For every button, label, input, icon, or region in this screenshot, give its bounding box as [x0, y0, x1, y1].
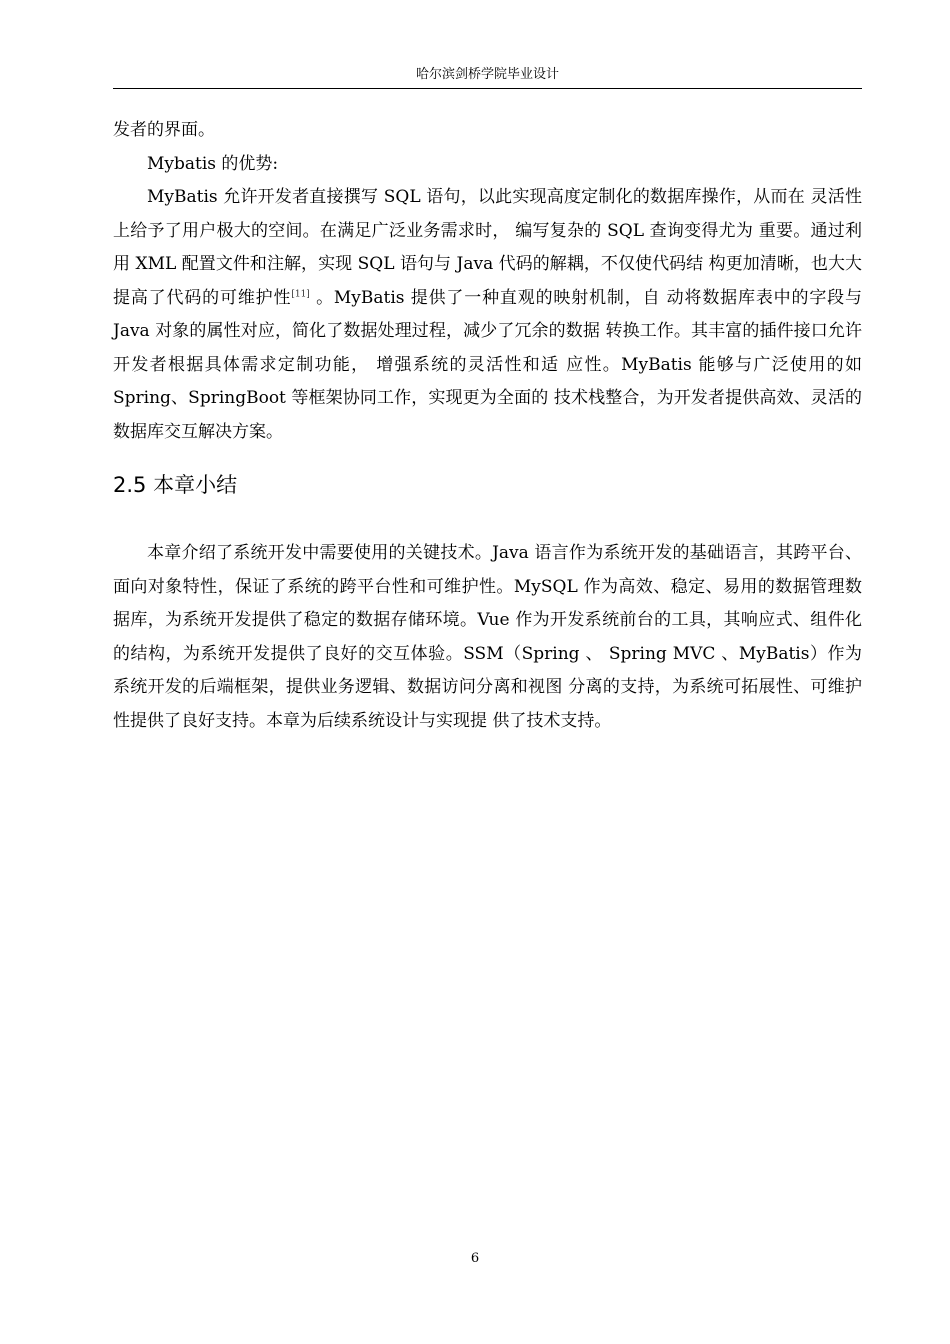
page-number: 6 — [470, 1251, 480, 1266]
mybatis-paragraph — [113, 181, 862, 449]
mybatis-text-part2: 。MyBatis 提供了一种直观的映射机制，自 动将数据库表中的字段与 Java 对象的属性对应，简化了数据处理过程，减少了冗余的数据 转换工作。其丰富的插件接口允许开发者根据具体需求定制功能， 增强系统的灵活性和适 应性。MyBatis 能够与广泛使用的如 Spring、SpringBoot 等框架协同工作，实现更为全面的 技术栈整合，为开发者提供高效、灵活的数据库交互解决方案。 — [113, 287, 863, 442]
mybatis-advantages-label: Mybatis 的优势: — [147, 153, 279, 174]
header-title: 哈尔滨剑桥学院毕业设计 — [415, 67, 559, 82]
citation-reference: [11] — [291, 288, 310, 299]
continued-paragraph: 发者的界面。 — [113, 120, 215, 140]
page-content — [113, 114, 862, 738]
page-header — [113, 66, 862, 89]
mybatis-text-part1: MyBatis 允许开发者直接撰写 SQL 语句，以此实现高度定制化的数据库操作，从而在 灵活性上给予了用户极大的空间。在满足广泛业务需求时， 编写复杂的 SQL 查询变得尤为 重要。通过利用 XML 配置文件和注解，实现 SQL 语句与 Java 代码的解耦，不仅使代码结 构更加清晰，也大大提高了代码的可维护性 — [113, 187, 862, 308]
section-heading: 2.5 本章小结 — [113, 473, 238, 497]
chapter-summary-paragraph: 本章介绍了系统开发中需要使用的关键技术。Java 语言作为系统开发的基础语言，其跨平台、面向对象特性，保证了系统的跨平台性和可维护性。MySQL 作为高效、稳定、易用的数据管理数据库，为系统开发提供了稳定的数据存储环境。Vue 作为开发系统前台的工具，其响应式、组件化的结构，为系统开发提供了良好的交互体验。SSM（Spring 、 Spring MVC 、MyBatis）作为系统开发的后端框架，提供业务逻辑、数据访问分离和视图 分离的支持，为系统可拓展性、可维护性提供了良好支持。本章为后续系统设计与实现提 供了技术支持。 — [113, 543, 862, 731]
